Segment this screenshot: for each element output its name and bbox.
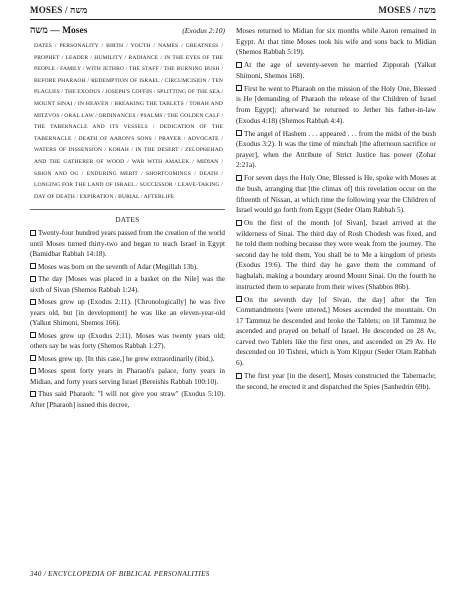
paragraph-text: Moses spent forty years in Pharaoh's palace, forty years in Midian, and forty years serving Israel (Bereishis Rabbah 100:10).: [30, 367, 225, 386]
checkbox-icon: [236, 175, 242, 181]
paragraph: [30, 297, 225, 328]
checkbox-icon: [30, 332, 36, 338]
paragraph: [236, 371, 436, 392]
entry-heading: [30, 26, 225, 36]
paragraph: [30, 366, 225, 387]
paragraph: [30, 331, 225, 352]
paragraph: [236, 218, 436, 292]
checkbox-icon: [236, 296, 242, 302]
checkbox-icon: [30, 299, 36, 305]
header-rule: [30, 19, 436, 20]
paragraph: [236, 60, 436, 81]
paragraph-text: Moses grew up (Exodus 2:11). Moses was twenty years old; others say he was forty (Shemos Rabbah 1:27).: [30, 331, 225, 350]
running-head-right: MOSES / משה: [378, 5, 436, 15]
section-title-dates: DATES: [115, 216, 140, 225]
paragraph: [236, 295, 436, 369]
checkbox-icon: [236, 85, 242, 91]
checkbox-icon: [30, 230, 36, 236]
paragraph-text: The first year [in the desert], Moses constructed the Tabernacle; the second, he erected it and dispatched the Spies (Sanhedrin 69b).: [236, 372, 436, 391]
entry-reference: (Exodus 2:10): [182, 26, 225, 35]
checkbox-icon: [236, 62, 242, 68]
left-column: [30, 26, 225, 412]
checkbox-icon: [236, 130, 242, 136]
paragraph: [30, 228, 225, 259]
checkbox-icon: [30, 263, 36, 269]
right-paragraphs: [236, 26, 436, 392]
checkbox-icon: [236, 373, 242, 379]
paragraph-text: The day [Moses was placed in a basket on the Nile] was the sixth of Sivan (Shemos Rabbah 1:24).: [30, 275, 225, 294]
paragraph: [236, 173, 436, 215]
paragraph-text: Twenty-four hundred years passed from the creation of the world until Moses turned thirty-two and began to teach Israel in Egypt (Bamidbar Rabbah 14:18).: [30, 229, 225, 258]
paragraph: [30, 262, 225, 272]
paragraph-text: For seven days the Holy One, Blessed is He, spoke with Moses at the bush, arranging that [the climax of] this revelation occur on the fifteenth of Nissan, at which time the following year the Children of Israel would go forth from Egypt (Seder Olam Rabbah 5).: [236, 174, 436, 215]
left-paragraphs: [30, 228, 225, 410]
checkbox-icon: [30, 391, 36, 397]
paragraph-text: Moses grew up (Exodus 2:11). [Chronologically] he was five years old, but [in development] he was like an eleven-year-old (Yalkut Shimoni, Shemos 166).: [30, 298, 225, 327]
paragraph: [236, 129, 436, 171]
paragraph: [236, 26, 436, 58]
paragraph-text: Moses grew up. [In this case,] he grew extraordinarily (ibid.).: [38, 354, 215, 363]
checkbox-icon: [236, 220, 242, 226]
paragraph: [30, 274, 225, 295]
paragraph-text: Thus said Pharaoh: "I will not give you straw" (Exodus 5:10). After [Pharaoh] issued this decree,: [30, 390, 225, 409]
topic-list: DATES / PERSONALITY / BIRTH / YOUTH / NAMES / GREATNESS / PROPHET / LEADER / HUMILITY / RADIANCE / IN THE EYES OF THE PEOPLE / FAMILY / WITH JETHRO / THE STAFF / THE BURNING BUSH / BEFORE PHARAOH / REDEMPTION OF ISRAEL / CIRCUMCISION / TEN PLAGUES / THE EXODUS / JOSEPH'S COFFIN / SPLITTING OF THE SEA / MOUNT SINAI / IN HEAVEN / BREAKING THE TABLETS / TORAH AND MITZVOS / ORAL LAW / ORDINANCES / PSALMS / THE GOLDEN CALF / THE TABERNACLE AND ITS VESSELS / DEDICATION OF THE TABERNACLE / DEATH OF AARON'S SONS / PRAYER / ADVOCATE / WATERS OF DISSENSION / KORAH / IN THE DESERT / ZELOPHEHAD AND THE GATHERER OF WOOD / WAR WITH AMALEK / MIDIAN / SIHON AND OG / ENDURING MERIT / SHORTCOMINGS / DEATH / LONGING FOR THE LAND OF ISRAEL / SUCCESSOR / LEAVE-TAKING / DAY OF DEATH / EXPIRATION / BURIAL / AFTERLIFE: [34, 43, 223, 200]
paragraph-text: Moses returned to Midian for six months while Aaron remained in Egypt. At that time Moses took his wife and sons back to Midian (Shemos Rabbah 5:19).: [236, 27, 436, 57]
checkbox-icon: [30, 355, 36, 361]
page-footer: 340 / ENCYCLOPEDIA OF BIBLICAL PERSONALITIES: [30, 570, 210, 578]
topics-divider: [30, 209, 225, 210]
paragraph: [236, 84, 436, 126]
checkbox-icon: [30, 276, 36, 282]
paragraph: [30, 389, 225, 410]
running-head-left: MOSES / משה: [30, 5, 88, 15]
paragraph-text: The angel of Hashem . . . appeared . . . from the midst of the bush (Exodus 3:2). It was the time of minchah [the afternoon sacrifice or prayer], when the Attribute of Strict Justice has power (Zohar 2:21a).: [236, 129, 436, 170]
paragraph: [30, 354, 225, 364]
right-column: [236, 26, 436, 395]
paragraph-text: At the age of seventy-seven he married Zipporah (Yalkut Shimoni, Shemos 168).: [236, 61, 436, 80]
entry-title: משה — Moses: [30, 26, 88, 36]
paragraph-text: On the seventh day [of Sivan, the day] after the Ten Commandments [were uttered,] Moses ascended the mountain. On 17 Tammuz he descended and broke the Tablets; on 18 Tammuz he ascended and prayed on behalf of Israel. He descended on 28 Av, carved two Tablets like the first ones, and ascended on 29 Av. He descended on 10 Tishrei, which is Yom Kippur (Seder Olam Rabbah 6).: [236, 295, 436, 367]
checkbox-icon: [30, 368, 36, 374]
paragraph-text: On the first of the month [of Sivan], Israel arrived at the wilderness of Sinai. The third day of Rosh Chodesh was fixed, and he told them nothing because they were weak from the journey. The second day he told them, You shall be to Me a kingdom of priests (Exodus 19:6). The third day he gave them the command of hagbalah, making a boundary around Mount Sinai. On the fourth he instructed them to separate from their wives (Shabbos 86b).: [236, 219, 436, 291]
paragraph-text: First he went to Pharaoh on the mission of the Holy One, Blessed is He [demanding of Pharaoh the release of the Children of Israel from Egypt]; afterward he returned to Jether his father-in-law (Exodus 4:18) (Shemos Rabbah 4:4).: [236, 84, 436, 125]
paragraph-text: Moses was born on the seventh of Adar (Megillah 13b).: [38, 262, 198, 271]
